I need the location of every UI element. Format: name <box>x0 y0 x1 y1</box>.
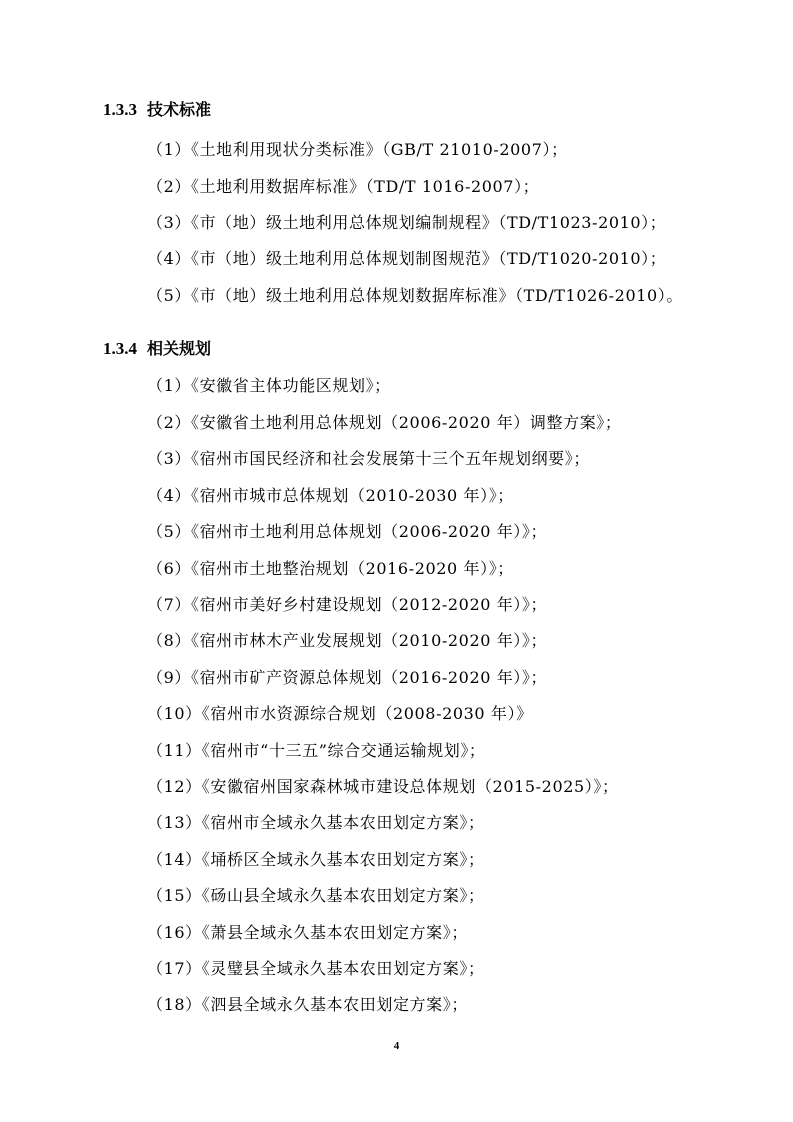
list-item: （18）《泗县全域永久基本农田划定方案》； <box>147 995 468 1014</box>
list-item: （2）《土地利用数据库标准》（TD/T 1016-2007）； <box>147 177 540 196</box>
list-item: （16）《萧县全域永久基本农田划定方案》； <box>147 923 468 942</box>
list-item: （2）《安徽省土地利用总体规划（2006-2020 年）调整方案》； <box>147 413 622 432</box>
list-item: （3）《市（地）级土地利用总体规划编制规程》（TD/T1023-2010）； <box>147 213 667 232</box>
list-item: （4）《宿州市城市总体规划（2010-2030 年）》； <box>147 486 514 505</box>
section-title: 技术标准 <box>147 100 212 119</box>
list-item: （1）《安徽省主体功能区规划》； <box>147 376 391 395</box>
list-item: （8）《宿州市林木产业发展规划（2010-2020 年）》； <box>147 631 548 650</box>
list-item: （12）《安徽宿州国家森林城市建设总体规划（2015-2025）》； <box>147 777 619 796</box>
section-heading-technical-standards <box>103 100 211 120</box>
list-item: （3）《宿州市国民经济和社会发展第十三个五年规划纲要》； <box>147 449 590 468</box>
list-item: （4）《市（地）级土地利用总体规划制图规范》（TD/T1020-2010）； <box>147 249 667 268</box>
section-title: 相关规划 <box>147 339 212 358</box>
page-number: 4 <box>393 1040 400 1052</box>
list-item: （7）《宿州市美好乡村建设规划（2012-2020 年）》； <box>147 595 548 614</box>
list-item: （14）《埇桥区全域永久基本农田划定方案》； <box>147 850 485 869</box>
list-item: （11）《宿州市“十三五”综合交通运输规划》； <box>147 741 486 760</box>
list-item: （15）《砀山县全域永久基本农田划定方案》； <box>147 886 485 905</box>
section-number: 1.3.3 <box>103 100 137 119</box>
list-item: （6）《宿州市土地整治规划（2016-2020 年）》； <box>147 559 514 578</box>
section-heading-related-plans <box>103 339 211 359</box>
list-item: （5）《市（地）级土地利用总体规划数据库标准》（TD/T1026-2010）。 <box>147 286 683 305</box>
list-item: （9）《宿州市矿产资源总体规划（2016-2020 年）》； <box>147 668 548 687</box>
list-item: （1）《土地利用现状分类标准》（GB/T 21010-2007）； <box>147 140 568 159</box>
list-item: （5）《宿州市土地利用总体规划（2006-2020 年）》； <box>147 522 548 541</box>
list-item: （17）《灵璧县全域永久基本农田划定方案》； <box>147 959 485 978</box>
list-item: （10）《宿州市水资源综合规划（2008-2030 年）》 <box>147 704 533 723</box>
list-item: （13）《宿州市全域永久基本农田划定方案》； <box>147 813 485 832</box>
section-number: 1.3.4 <box>103 339 137 358</box>
